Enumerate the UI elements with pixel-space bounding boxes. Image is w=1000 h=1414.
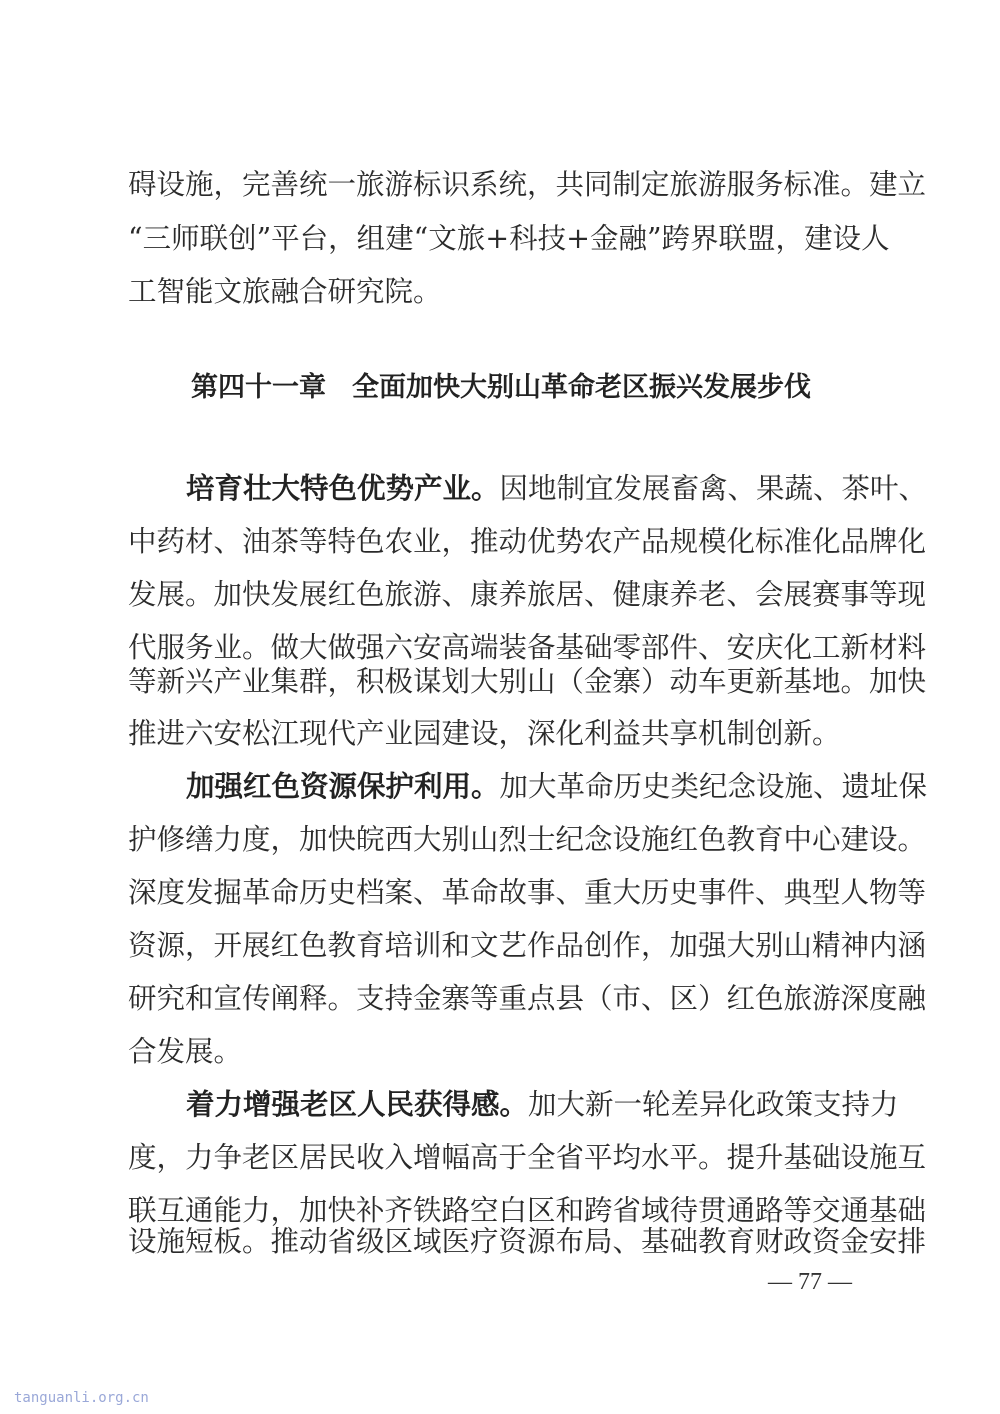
site-watermark: tanguanli.org.cn xyxy=(14,1390,149,1406)
section-1-lead: 培育壮大特色优势产业。 xyxy=(186,472,500,505)
section-2-line-4: 资源，开展红色教育培训和文艺作品创作，加强大别山精神内涵 xyxy=(128,929,927,962)
section-1-line-2: 中药材、油茶等特色农业，推动优势农产品规模化标准化品牌化 xyxy=(128,525,927,558)
section-2-line-2: 护修缮力度，加快皖西大别山烈士纪念设施红色教育中心建设。 xyxy=(128,823,927,856)
section-2-lead: 加强红色资源保护利用。 xyxy=(186,770,500,803)
chapter-heading xyxy=(128,362,874,414)
section-2-first-line xyxy=(186,761,928,813)
section-2-line-3: 深度发掘革命历史档案、革命故事、重大历史事件、典型人物等 xyxy=(128,876,927,909)
section-2-line-6: 合发展。 xyxy=(128,1035,243,1068)
section-3-lead: 着力增强老区人民获得感。 xyxy=(186,1088,529,1121)
intro-line-3: 工智能文旅融合研究院。 xyxy=(128,275,442,308)
section-2-line-5: 研究和宣传阐释。支持金寨等重点县（市、区）红色旅游深度融 xyxy=(128,982,927,1015)
chapter-title: 全面加快大别山革命老区振兴发展步伐 xyxy=(352,372,811,403)
section-3-line-2: 度，力争老区居民收入增幅高于全省平均水平。提升基础设施互 xyxy=(128,1141,927,1174)
section-3-line-3: 联互通能力，加快补齐铁路空白区和跨省域待贯通路等交通基础 xyxy=(128,1194,927,1227)
section-3-first-line xyxy=(186,1079,899,1131)
section-2-first-line-text: 加大革命历史类纪念设施、遗址保 xyxy=(499,770,928,803)
section-1-line-4: 代服务业。做大做强六安高端装备基础零部件、安庆化工新材料 xyxy=(128,631,927,664)
section-1-line-6: 推进六安松江现代产业园建设，深化利益共享机制创新。 xyxy=(128,717,841,750)
intro-line-1: 碍设施，完善统一旅游标识系统，共同制定旅游服务标准。建立 xyxy=(128,168,927,201)
section-3-line-4: 设施短板。推动省级区域医疗资源布局、基础教育财政资金安排 xyxy=(128,1225,927,1258)
page-number: — 77 — xyxy=(768,1269,852,1295)
section-1-first-line xyxy=(186,463,928,515)
section-3-first-line-text: 加大新一轮差异化政策支持力 xyxy=(528,1088,899,1121)
section-1-line-5: 等新兴产业集群，积极谋划大别山（金寨）动车更新基地。加快 xyxy=(128,665,927,698)
section-1-line-3: 发展。加快发展红色旅游、康养旅居、健康养老、会展赛事等现 xyxy=(128,578,927,611)
intro-line-2: “三师联创”平台，组建“文旅+科技+金融”跨界联盟，建设人 xyxy=(128,222,890,255)
section-1-first-line-text: 因地制宜发展畜禽、果蔬、茶叶、 xyxy=(499,472,928,505)
chapter-number: 第四十一章 xyxy=(191,372,326,403)
